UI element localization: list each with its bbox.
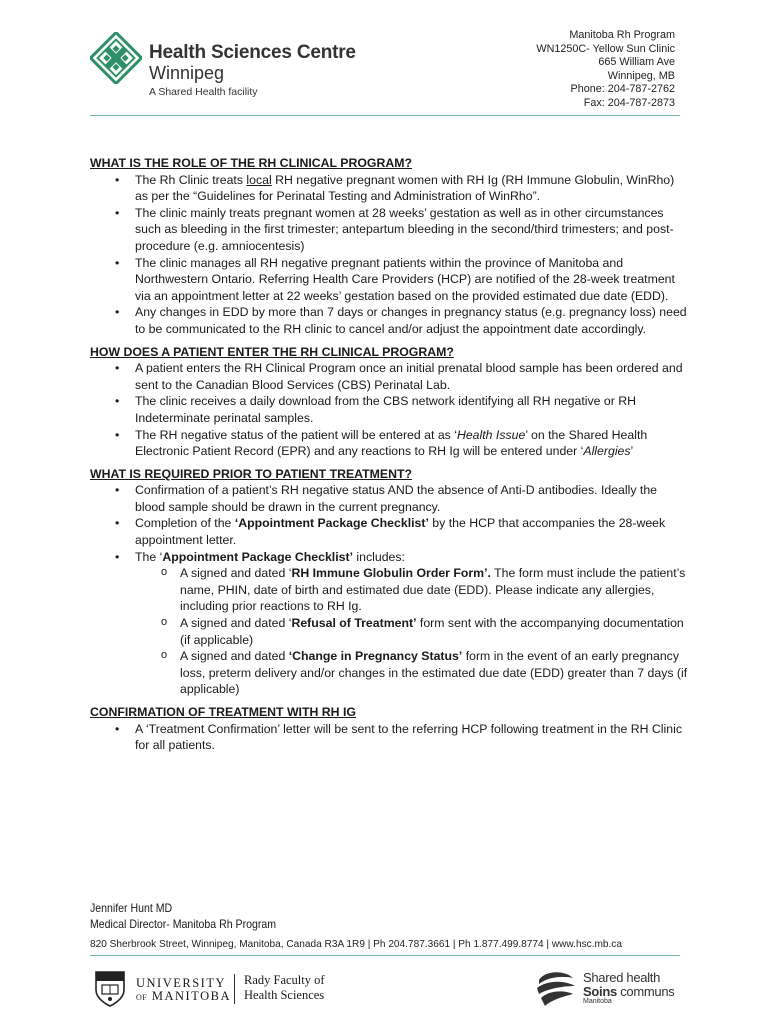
signature-block — [90, 900, 276, 932]
section-heading: WHAT IS REQUIRED PRIOR TO PATIENT TREATMENT? — [90, 466, 412, 481]
sub-list-item: o A signed and dated ‘Change in Pregnancy Status’ form in the event of an early pregnancy loss, preterm delivery and/or changes in the estimated due date (EDD) greater than 7 days (if applicable) — [135, 648, 690, 698]
bullet-list — [90, 721, 690, 754]
logo-title: Health Sciences Centre — [149, 42, 356, 63]
list-item: • The clinic manages all RH negative pregnant patients within the province of Manitoba and Northwestern Ontario. Referring Health Care Providers (HCP) are notified of the 28-week treatment via an appointment letter at 22 weeks’ gestation based on the provided estimated due date (EDD). — [90, 255, 690, 305]
university-name-line1: UNIVERSITY — [136, 976, 226, 990]
section-heading: CONFIRMATION OF TREATMENT WITH RH IG — [90, 705, 356, 719]
list-item: • Completion of the ‘Appointment Package Checklist’ by the HCP that accompanies the 28-week appointment letter. — [90, 515, 690, 548]
document-body — [90, 155, 690, 760]
list-item: • The clinic mainly treats pregnant women at 28 weeks’ gestation as well as in other circumstances such as bleeding in the first trimester; antepartum bleeding in the second/third trimesters; and post-procedure (e.g. amniocentesis) — [90, 205, 690, 255]
clinic-address — [536, 29, 675, 110]
bullet-list — [90, 360, 690, 460]
hsc-logo — [90, 30, 360, 102]
list-item: • A ‘Treatment Confirmation’ letter will be sent to the referring HCP following treatment in the RH Clinic for all patients. — [90, 721, 690, 754]
bullet-list — [90, 482, 690, 698]
shared-health-line2: Soins communs — [583, 984, 675, 999]
section-heading: WHAT IS THE ROLE OF THE RH CLINICAL PROGRAM? — [90, 156, 412, 170]
hsc-diamond-icon — [90, 32, 142, 84]
address-line: Phone: 204-787-2762 — [570, 83, 675, 95]
bullet-list — [90, 172, 690, 338]
address-line: 665 William Ave — [598, 56, 675, 68]
section-heading: HOW DOES A PATIENT ENTER THE RH CLINICAL PROGRAM? — [90, 344, 454, 359]
shared-health-line3: Manitoba — [583, 998, 612, 1005]
university-name-line2: OF MANITOBA — [136, 989, 231, 1003]
university-logo — [93, 968, 343, 1008]
list-item: • The clinic receives a daily download from the CBS network identifying all RH negative or RH Indeterminate perinatal samples. — [90, 393, 690, 426]
list-item: • Confirmation of a patient’s RH negative status AND the absence of Anti-D antibodies. Ideally the blood sample should be drawn in the current pregnancy. — [90, 482, 690, 515]
shared-health-logo — [535, 966, 685, 1010]
sub-list-item: o A signed and dated ‘RH Immune Globulin Order Form’. The form must include the patient’s name, PHIN, date of birth and estimated due date (EDD). Please indicate any allergies, including prior reactions to RH Ig. — [135, 565, 690, 615]
logo-divider — [234, 974, 235, 1004]
sub-bullet-list — [135, 565, 690, 698]
header-divider — [90, 115, 680, 116]
faculty-name-line1: Rady Faculty of — [244, 973, 325, 987]
footer-address: 820 Sherbrook Street, Winnipeg, Manitoba, Canada R3A 1R9 | Ph 204.787.3661 | Ph 1.877.499.8774 | www.hsc.mb.ca — [90, 939, 622, 950]
sub-list-item: o A signed and dated ‘Refusal of Treatment’ form sent with the accompanying documentation (if applicable) — [135, 615, 690, 648]
signature-name: Jennifer Hunt MD — [90, 901, 173, 915]
list-item: • The RH negative status of the patient will be entered at as ‘Health Issue’ on the Shared Health Electronic Patient Record (EPR) and any reactions to RH Ig will be entered under ‘Allergies’ — [90, 427, 690, 460]
list-item: • A patient enters the RH Clinical Program once an initial prenatal blood sample has been ordered and sent to the Canadian Blood Services (CBS) Perinatal Lab. — [90, 360, 690, 393]
list-item: • Any changes in EDD by more than 7 days or changes in pregnancy status (e.g. pregnancy loss) need to be communicated to the RH clinic to cancel and/or adjust the appointment date accordingly. — [90, 304, 690, 337]
shared-health-icon — [535, 968, 577, 1008]
university-crest-icon — [93, 968, 127, 1008]
list-item: • The ‘Appointment Package Checklist’ includes: o A signed and dated ‘RH Immune Globulin Order Form’. The form must include the patient’s name, PHIN, date of birth and estimated due date (EDD). Please indicate any allergies, including prior reactions to RH Ig. o A signed and dated ‘Refusal of Treatment’ form sent with the accompanying documentation (if applicable) o A signed and dated ‘Change in Pregnancy Status’ form in the event of an early pregnancy loss, preterm delivery and/or changes in the estimated due date (EDD) greater than 7 days (if applicable) — [90, 549, 690, 698]
address-line: Fax: 204-787-2873 — [583, 96, 675, 109]
address-line: WN1250C- Yellow Sun Clinic — [536, 42, 675, 55]
logo-subtitle: Winnipeg — [149, 63, 225, 83]
shared-health-line1: Shared health — [583, 970, 661, 985]
address-line: Manitoba Rh Program — [569, 29, 675, 41]
address-line: Winnipeg, MB — [607, 69, 675, 82]
footer-divider — [90, 955, 680, 956]
logo-tagline: A Shared Health facility — [149, 86, 258, 98]
list-item: • The Rh Clinic treats local RH negative pregnant women with RH Ig (RH Immune Globulin, WinRho) as per the “Guidelines for Perinatal Testing and Administration of WinRho”. — [90, 172, 690, 205]
signature-title: Medical Director- Manitoba Rh Program — [90, 917, 277, 931]
faculty-name-line2: Health Sciences — [244, 988, 325, 1002]
